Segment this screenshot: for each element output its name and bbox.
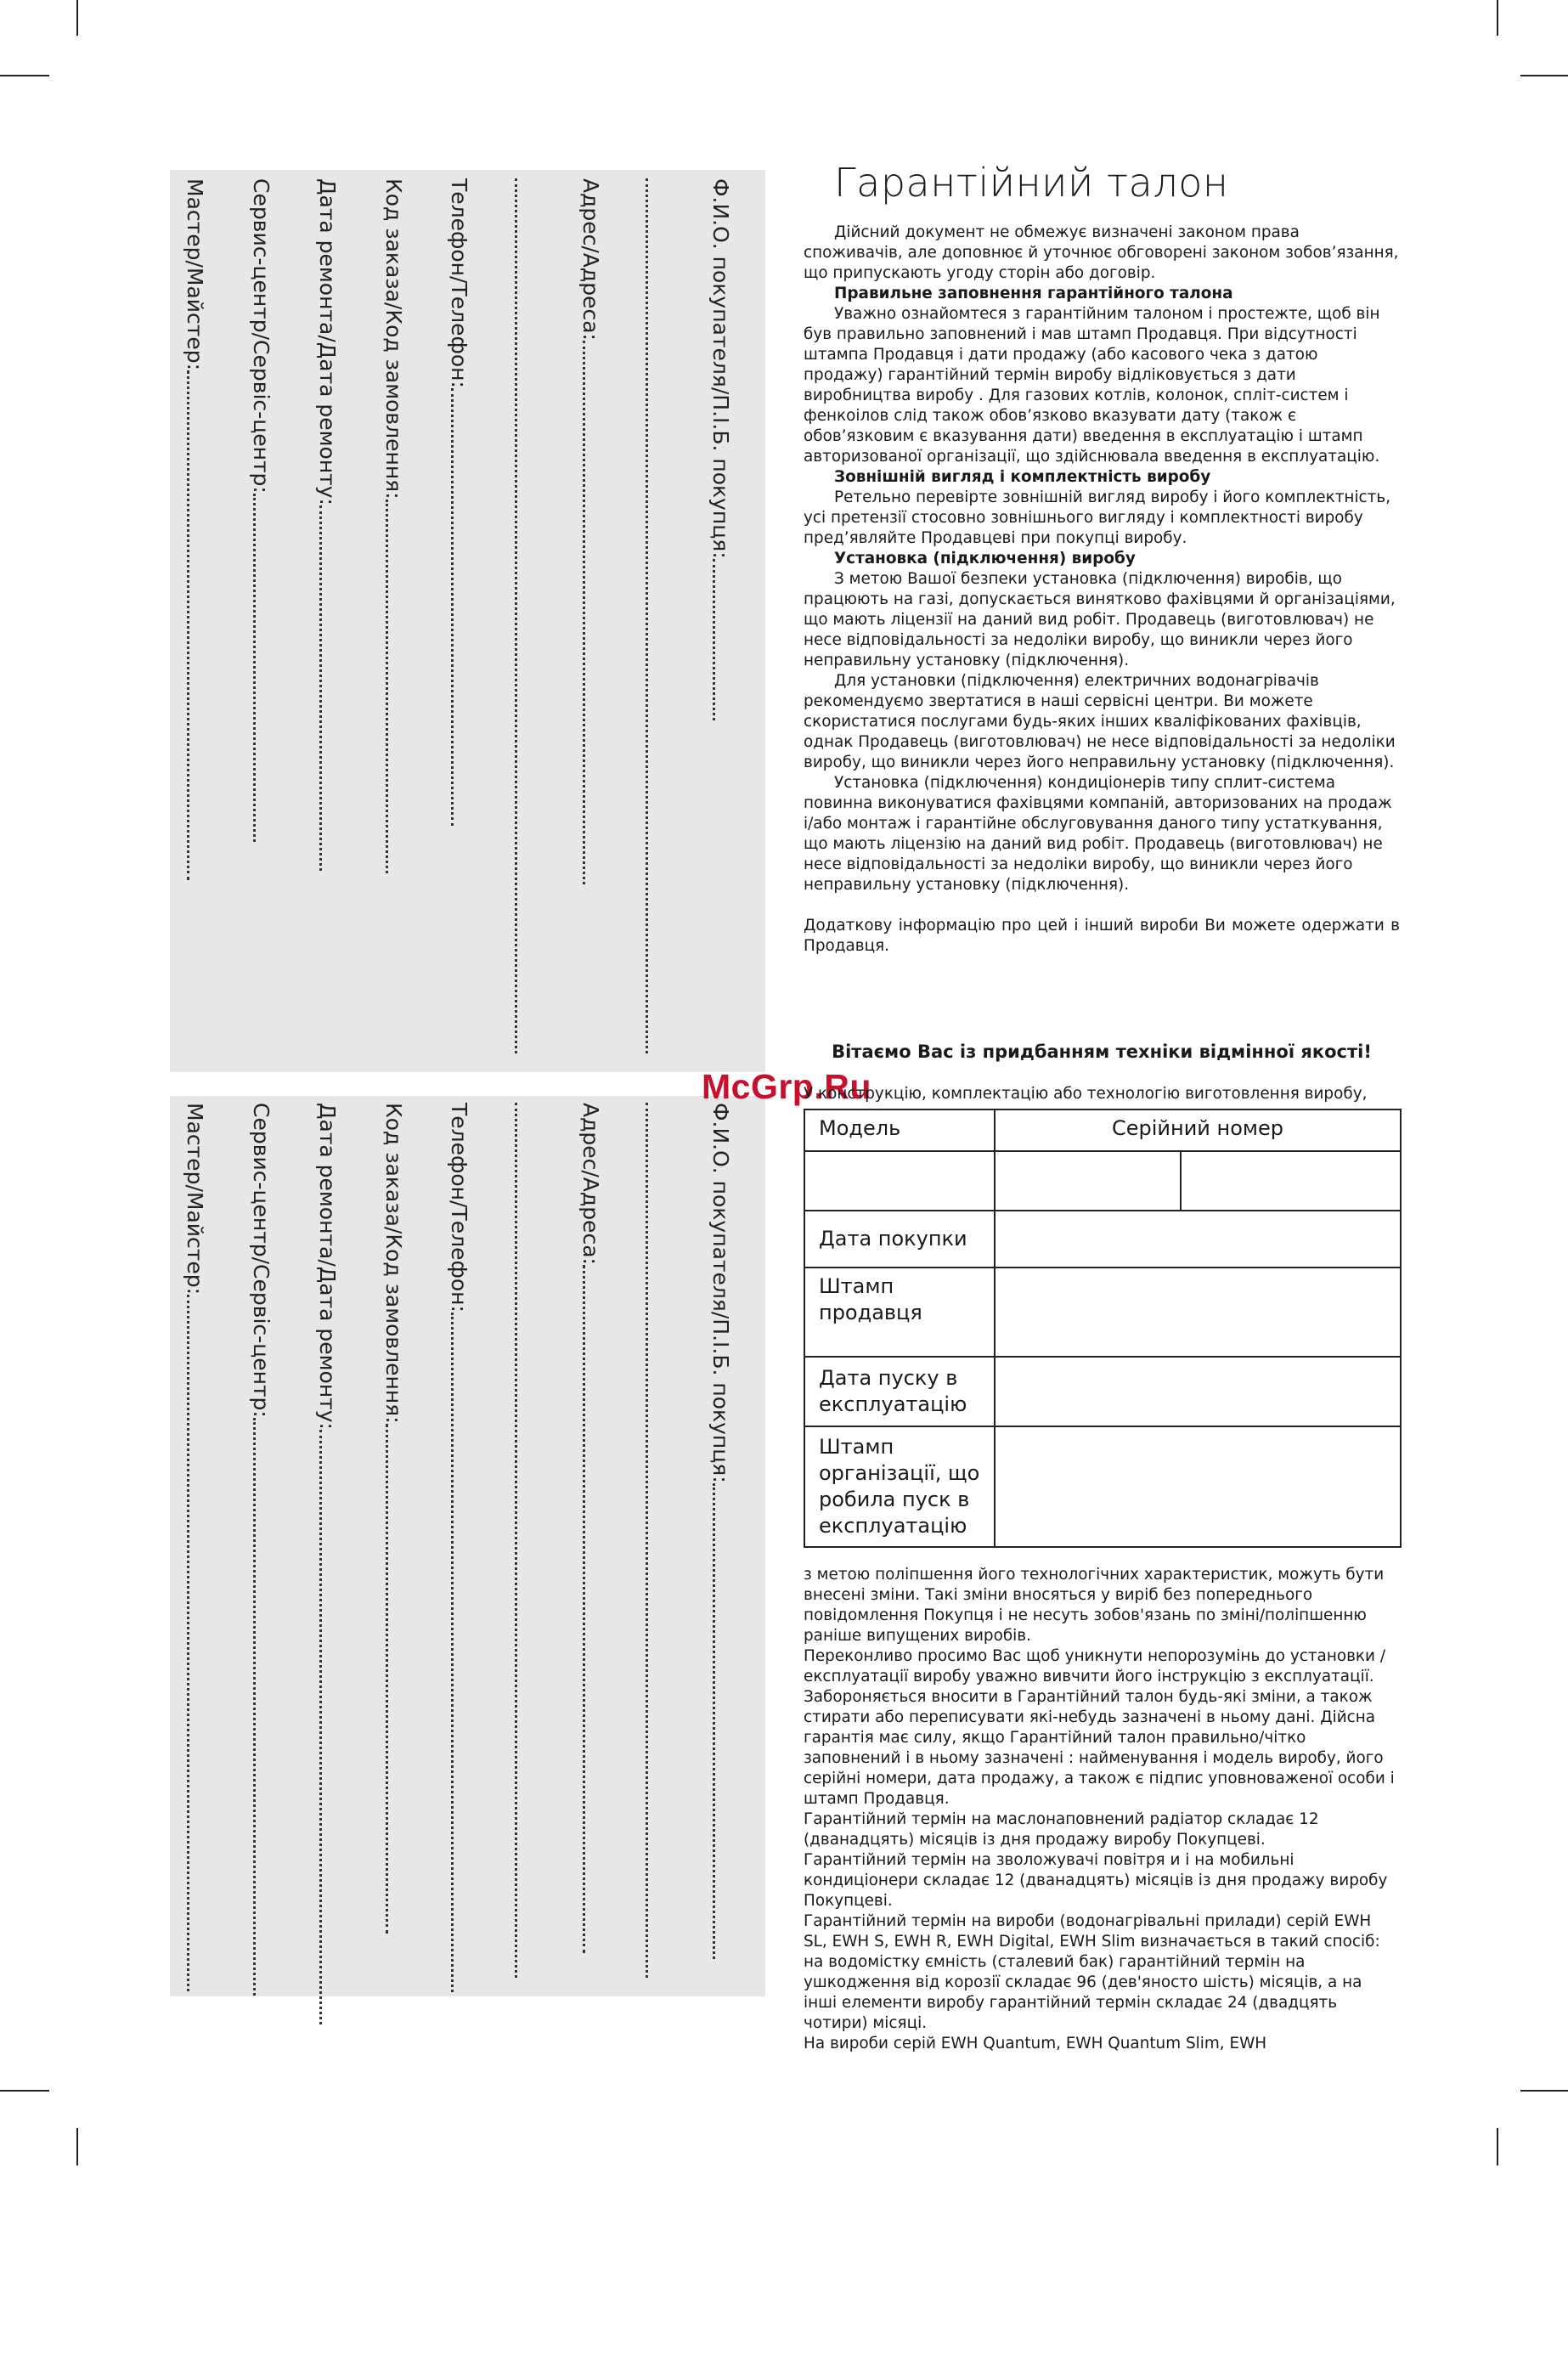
purchase-date-cell[interactable]: [995, 1211, 1401, 1268]
field-label: Код заказа/Код замовлення:: [381, 178, 406, 500]
crop-mark: [76, 0, 78, 36]
coupon-bottom-fio: [703, 1103, 737, 2377]
crop-mark: [1497, 2128, 1498, 2165]
paragraph: Переконливо просимо Вас щоб уникнути непорозумінь до установки /експлуатації виробу уважно вивчити його інструкцію з експлуатації.: [804, 1647, 1386, 1685]
fill-line: [515, 1103, 517, 1978]
crop-mark: [1520, 75, 1568, 76]
field-label: Сервис-центр/Сервіс-центр:: [249, 1103, 274, 1418]
field-label: Адрес/Адреса:: [578, 1103, 603, 1265]
intro-paragraph: Дійсний документ не обмежує визначені законом права споживачів, але доповнює й уточнює обговорені законом зобов’язання, що припускають угоду сторін або договір.: [804, 223, 1399, 282]
terms-text: [804, 1565, 1398, 2054]
section-heading: Правильне заповнення гарантійного талона: [834, 285, 1233, 302]
crop-mark: [1520, 2090, 1568, 2092]
org-stamp-label: Штамп організації, що робила пуск в експлуатацію: [804, 1426, 995, 1547]
coupon-bottom-phone: [442, 1103, 476, 2377]
field-label: Адрес/Адреса:: [578, 178, 603, 341]
paragraph: Ретельно перевірте зовнішній вигляд виробу і його комплектність, усі претензії стосовно зовнішнього вигляду і комплектності виробу пред’являйте Продавцеві при покупці виробу.: [804, 488, 1391, 547]
fill-line: [646, 1103, 648, 1978]
serial-header: Серійний номер: [995, 1109, 1401, 1151]
changes-intro: У конструкцію, комплектацію або технологію виготовлення виробу,: [804, 1085, 1368, 1103]
coupon-bottom-address: [573, 1103, 607, 2377]
field-label: Дата ремонта/Дата ремонту:: [315, 1103, 340, 1430]
field-label: Мастер/Майстер:: [183, 1103, 207, 1295]
field-label: Ф.И.О. покупателя/П.І.Б. покупця:: [708, 178, 733, 559]
model-cell[interactable]: [804, 1151, 995, 1211]
start-date-label: Дата пуску в експлуатацію: [804, 1357, 995, 1426]
warranty-body: [804, 223, 1400, 957]
field-label: Телефон/Телефон:: [447, 178, 471, 388]
serial-cell[interactable]: [995, 1151, 1181, 1211]
model-header: Модель: [804, 1109, 995, 1151]
field-label: Код заказа/Код замовлення:: [381, 1103, 406, 1424]
paragraph: На вироби серій EWH Quantum, EWH Quantum Slim, EWH: [804, 2035, 1267, 2052]
seller-stamp-label: Штамп продавця: [804, 1268, 995, 1357]
crop-mark: [0, 75, 49, 76]
paragraph: Уважно ознайомтеся з гарантійним талоном і простежте, щоб він був правильно заповнений і мав штамп Продавця. При відсутності штампа Продавця і дати продажу (або касового чека з датою продажу) гарантійний термін виробу відліковується з дати виробництва виробу . Для газових котлів, колонок, спліт-систем і фенкоілов слід також обов’язково вказувати дату (також є обов’язковим є вказування дати) введення в експлуатацію і штамп авторизованої організації, що здійснювала введення в експлуатацію.: [804, 305, 1380, 466]
seller-stamp-cell[interactable]: [995, 1268, 1401, 1357]
crop-mark: [0, 2090, 49, 2092]
section-heading: Зовнішній вигляд і комплектність виробу: [834, 468, 1211, 486]
paragraph: Для установки (підключення) електричних водонагрівачів рекомендуємо звертатися в наші сервісні центри. Ви можете скористатися послугами будь-яких інших кваліфікованих фахівців, однак Продавець (виготовлювач) не несе відповідальності за недоліки виробу, що виникли через його неправильну установку (підключення).: [804, 672, 1396, 771]
crop-mark: [1497, 0, 1498, 36]
paragraph: Забороняється вносити в Гарантійний талон будь-які зміни, а також стирати або переписувати які-небудь зазначені в ньому дані. Дійсна гарантія має силу, якщо Гарантійний талон правильно/чітко заповнений і в ньому зазначені : найменування і модель виробу, його серійні номери, дата продажу, а також є підпис уповноваженої особи і штамп Продавця.: [804, 1688, 1395, 1808]
crop-mark: [76, 2128, 78, 2165]
section-heading: Установка (підключення) виробу: [834, 550, 1136, 567]
start-date-cell[interactable]: [995, 1357, 1401, 1426]
purchase-date-label: Дата покупки: [804, 1211, 995, 1268]
info-paragraph: Додаткову інформацію про цей і інший вироби Ви можете одержати в Продавця.: [804, 917, 1400, 955]
field-label: Сервис-центр/Сервіс-центр:: [249, 178, 274, 494]
coupon-bottom-service: [244, 1103, 278, 2377]
paragraph: Гарантійний термін на зволожувачі повітря и і на мобильні кондиціонери складає 12 (дванадцять) місяців із дня продажу виробу Покупцеві.: [804, 1851, 1388, 1910]
fill-line: [515, 178, 517, 1053]
paragraph: З метою Вашої безпеки установка (підключення) виробів, що працюють на газі, допускається винятково фахівцями й організаціями, що мають ліцензії на даний вид робіт. Продавець (виготовлювач) не несе відповідальності за недоліки виробу, що виникли через його неправильну установку (підключення).: [804, 570, 1396, 669]
field-label: Мастер/Майстер:: [183, 178, 207, 370]
page-title: Гарантійний талон: [834, 160, 1229, 206]
coupon-bottom-master: [178, 1103, 212, 2377]
congratulations-text: Вітаємо Вас із придбанням техніки відмінної якості!: [832, 1042, 1372, 1062]
paragraph: Гарантійний термін на маслонаповнений радіатор складає 12 (дванадцять) місяців із дня продажу виробу Покупцеві.: [804, 1810, 1319, 1849]
fill-line: [646, 178, 648, 1053]
field-label: Дата ремонта/Дата ремонту:: [315, 178, 340, 505]
paragraph: Установка (підключення) кондиціонерів типу сплит-система повинна виконуватися фахівцями компаній, авторизованих на продаж і/або монтаж і гарантійне обслуговування даного типу устаткування, що мають ліцензію на даний вид робіт. Продавець (виготовлювач) не несе відповідальності за недоліки виробу, що виникли через його неправильну установку (підключення).: [804, 774, 1392, 894]
coupon-bottom-repair-date: [310, 1103, 344, 2377]
coupon-bottom-order: [376, 1103, 410, 2377]
paragraph: Гарантійний термін на вироби (водонагрівальні прилади) серій EWH SL, EWH S, EWH R, EWH Digital, EWH Slim визначається в такий спосіб: на водомістку ємність (сталевий бак) гарантійний термін на ушкодження від корозії складає 96 (дев'яносто шість) місяців, а на інші елементи виробу гарантійний термін складає 24 (двадцять чотири) місяці.: [804, 1912, 1380, 2032]
watermark-logo: McGrp.Ru: [702, 1067, 871, 1106]
field-label: Телефон/Телефон:: [447, 1103, 471, 1313]
org-stamp-cell[interactable]: [995, 1426, 1401, 1547]
serial-cell[interactable]: [1181, 1151, 1401, 1211]
paragraph: з метою поліпшення його технологічних характеристик, можуть бути внесені зміни. Такі зміни вносяться у виріб без попереднього повідомлення Покупця і не несуть зобов'язань по зміні/поліпшенню раніше випущених виробів.: [804, 1566, 1385, 1645]
warranty-table: [804, 1109, 1402, 1548]
field-label: Ф.И.О. покупателя/П.І.Б. покупця:: [708, 1103, 733, 1483]
